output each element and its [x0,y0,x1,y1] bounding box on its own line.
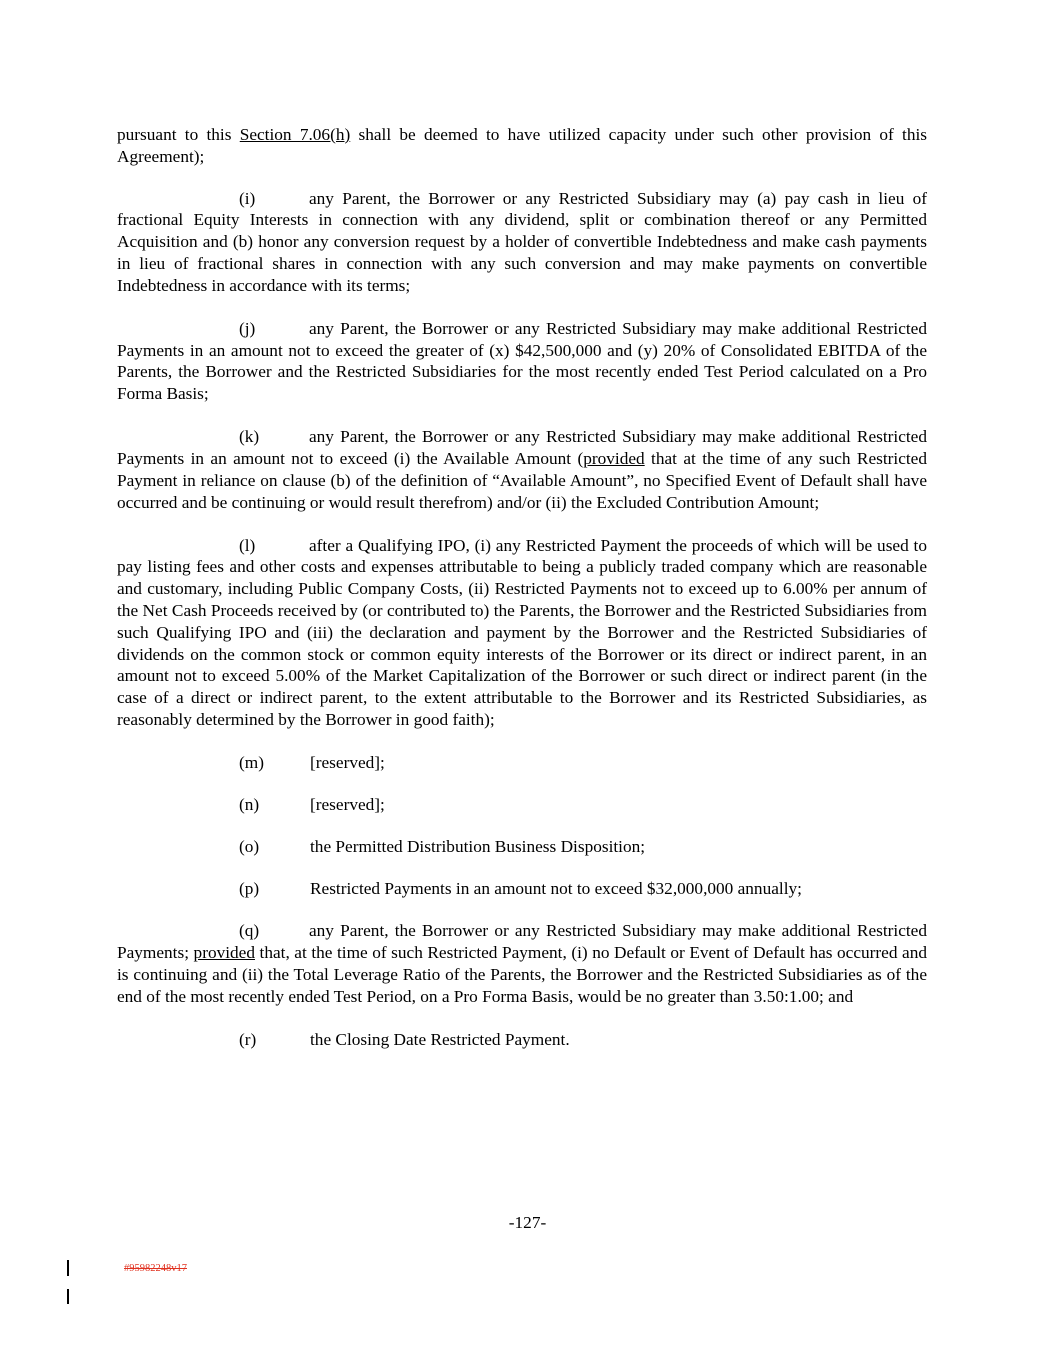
paragraph-m [117,752,927,774]
paragraph-l [117,535,927,731]
page-number: -127- [508,1213,547,1232]
clause-text-j: any Parent, the Borrower or any Restricted Subsidiary may make additional Restricted Payments in an amount not to exceed the greater of (x) $42,500,000 and (y) 20% of Consolidated EBITDA of the Parents, the Borrower and the Restricted Subsidiaries for the most recently ended Test Period calculated on a Pro Forma Basis; [117,318,927,404]
clause-text-r: the Closing Date Restricted Payment. [310,1029,570,1049]
clause-text-p: Restricted Payments in an amount not to exceed $32,000,000 annually; [310,879,802,899]
clause-text-q-after: that, at the time of such Restricted Payment, (i) no Default or Event of Default has occurred and is continuing and (ii) the Total Leverage Ratio of the Parents, the Borrower and the Restricted Subsidiaries as of the end of the most recently ended Test Period, on a Pro Forma Basis, would be no greater than 3.50:1.00; and [117,943,927,1006]
clause-text-i: any Parent, the Borrower or any Restricted Subsidiary may (a) pay cash in lieu of fractional Equity Interests in connection with any dividend, split or combination thereof or any Permitted Acquisition and (b) honor any conversion request by a holder of convertible Indebtedness and make cash payments in lieu of fractional shares in connection with any such conversion and may make payments on convertible Indebtedness in accordance with its terms; [117,188,927,295]
clause-text-k-after: that at the time of any such Restricted Payment in reliance on clause (b) of the definition of “Available Amount”, no Specified Event of Default shall have occurred and be continuing or would result therefrom) and/or (ii) the Excluded Contribution Amount; [117,448,927,512]
intro-text-after: shall be deemed to have utilized capacity under such other provision of this Agreement); [117,125,928,166]
document-id: #95982248v17 [124,1263,187,1274]
clause-label-j: (j) [239,318,256,338]
revision-bar [67,1260,69,1276]
clause-text-l: after a Qualifying IPO, (i) any Restricted Payment the proceeds of which will be used to pay listing fees and other costs and expenses attributable to being a publicly traded company which are reasonable and customary, including Public Company Costs, (ii) Restricted Payments not to exceed up to 6.00% per annum of the Net Cash Proceeds received by (or contributed to) the Parents, the Borrower and the Restricted Subsidiaries from such Qualifying IPO and (iii) the declaration and payment by the Borrower and the Restricted Subsidiaries of dividends on the common stock or common equity interests of the Borrower or its direct or indirect parent, in an amount not to exceed 5.00% of the Market Capitalization of the Borrower or such direct or indirect parent (in the case of a direct or indirect parent, to the extent attributable to the Borrower and its Restricted Subsidiaries, as reasonably determined by the Borrower in good faith); [117,535,927,729]
paragraph-r [117,1029,927,1051]
clause-label-r: (r) [239,1029,257,1049]
paragraph-n [117,794,927,816]
paragraph-j [117,318,927,405]
clause-label-m: (m) [239,752,264,772]
provided-term-q: provided [193,943,255,963]
clause-text-n: [reserved]; [310,794,385,814]
section-reference-link[interactable]: Section 7.06(h) [239,125,351,144]
clause-label-i: (i) [239,188,256,208]
paragraph-p [117,878,927,900]
paragraph-o [117,836,927,858]
clause-text-k-before: any Parent, the Borrower or any Restricted Subsidiary may make additional Restricted Payments in an amount not to exceed (i) the Available Amount ( [117,427,927,468]
paragraph-q [117,920,927,1007]
clause-text-o: the Permitted Distribution Business Disposition; [310,837,646,857]
paragraph-intro [117,124,927,168]
clause-label-n: (n) [239,794,260,814]
clause-label-p: (p) [239,879,260,899]
clause-label-k: (k) [239,427,260,447]
revision-bar [67,1289,69,1304]
clause-label-q: (q) [239,921,260,941]
provided-term-k: provided [583,448,645,468]
document-body [117,124,927,1071]
clause-text-m: [reserved]; [310,752,385,772]
paragraph-i [117,188,927,297]
clause-label-l: (l) [239,535,256,555]
clause-label-o: (o) [239,837,260,857]
clause-text-q-before: any Parent, the Borrower or any Restricted Subsidiary may make additional Restricted Payments; [117,921,927,963]
paragraph-k [117,426,927,513]
intro-text-before: pursuant to this [117,125,240,144]
